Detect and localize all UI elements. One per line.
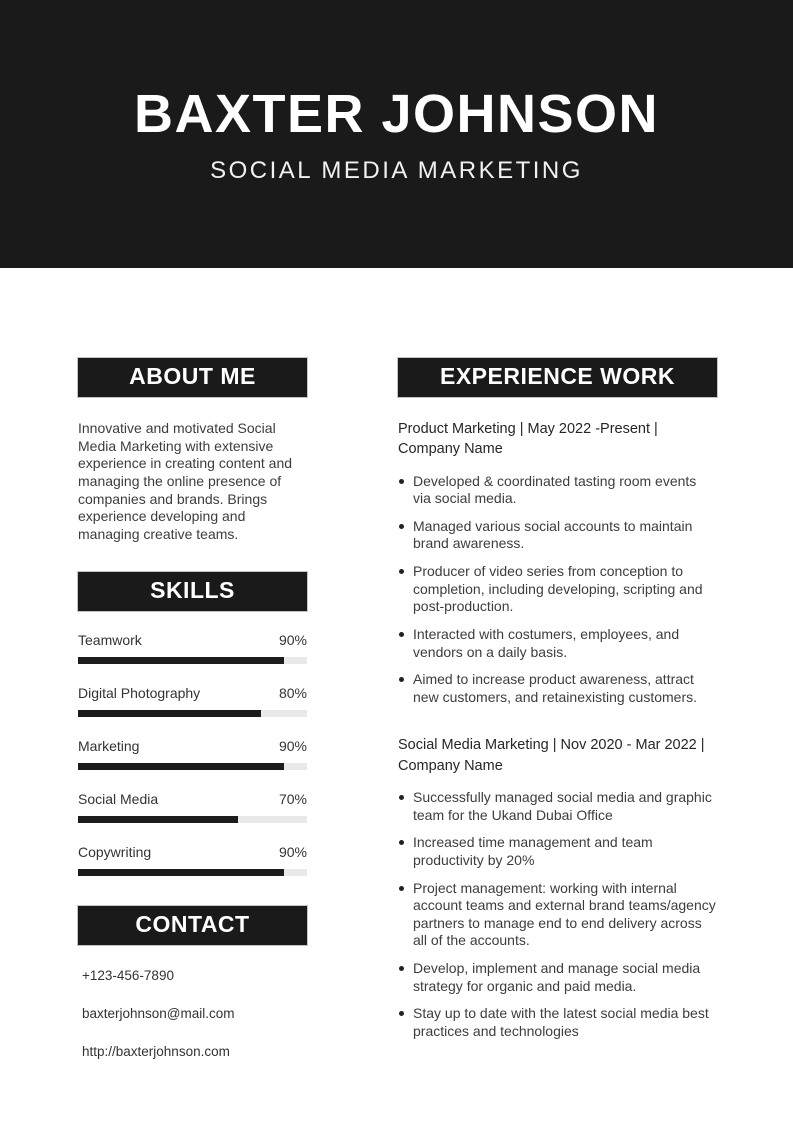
skill-row — [78, 791, 307, 823]
job-entry — [398, 735, 717, 1040]
job-bullet: Successfully managed social media and graphic team for the Ukand Dubai Office — [398, 789, 717, 824]
skill-bar-track — [78, 869, 307, 876]
contact-website: http://baxterjohnson.com — [82, 1044, 230, 1060]
skills-title: SKILLS — [78, 572, 307, 611]
job-heading: Product Marketing | May 2022 -Present | Company Name — [398, 421, 658, 458]
contact-email: baxterjohnson@mail.com — [82, 1006, 235, 1022]
skill-bar-fill — [78, 763, 284, 770]
job-bullet: Develop, implement and manage social media strategy for organic and paid media. — [398, 960, 717, 995]
job-bullet: Stay up to date with the latest social media best practices and technologies — [398, 1005, 717, 1040]
job-bullet: Increased time management and team productivity by 20% — [398, 834, 717, 869]
hero-banner — [0, 0, 793, 268]
skill-percent: 90% — [278, 738, 307, 755]
skill-row — [78, 844, 307, 876]
job-bullet-list — [398, 789, 717, 1041]
contact-section — [78, 906, 307, 1059]
skill-percent: 70% — [278, 791, 307, 808]
skill-label: Digital Photography — [78, 685, 201, 702]
person-role: SOCIAL MEDIA MARKETING — [210, 157, 583, 184]
skill-percent: 90% — [278, 844, 307, 861]
about-title: ABOUT ME — [78, 358, 307, 397]
job-entry — [398, 419, 717, 706]
right-column — [398, 358, 717, 1059]
skill-bar-fill — [78, 710, 261, 717]
experience-title: EXPERIENCE WORK — [398, 358, 717, 397]
skill-bar-track — [78, 710, 307, 717]
skill-row — [78, 632, 307, 664]
about-section — [78, 358, 307, 543]
job-bullet: Managed various social accounts to maintain brand awareness. — [398, 518, 717, 553]
skill-bar-fill — [78, 816, 238, 823]
skill-bar-track — [78, 657, 307, 664]
skill-percent: 90% — [278, 632, 307, 649]
experience-section — [398, 358, 717, 1041]
skill-percent: 80% — [278, 685, 307, 702]
skill-label: Copywriting — [78, 844, 152, 861]
job-bullet: Interacted with costumers, employees, and vendors on a daily basis. — [398, 626, 717, 661]
job-bullet: Project management: working with internal account teams and external brand teams/agency partners to manage end to end delivery across all of the accounts. — [398, 880, 717, 951]
person-name: BAXTER JOHNSON — [133, 84, 660, 144]
skill-label: Social Media — [78, 791, 159, 808]
left-column — [78, 358, 307, 1059]
skill-label: Marketing — [78, 738, 140, 755]
skill-bar-track — [78, 816, 307, 823]
job-bullet: Producer of video series from conception to completion, including developing, scripting and post-production. — [398, 563, 717, 616]
job-bullet: Aimed to increase product awareness, attract new customers, and retainexisting customers. — [398, 671, 717, 706]
content-area — [0, 268, 793, 1059]
skill-label: Teamwork — [78, 632, 142, 649]
contact-phone: +123-456-7890 — [82, 968, 174, 984]
skill-bar-fill — [78, 657, 284, 664]
about-text: Innovative and motivated Social Media Marketing with extensive experience in creating content and managing the online presence of companies and brands. Brings experience developing and managing creative teams. — [78, 420, 293, 542]
contact-title: CONTACT — [78, 906, 307, 945]
skill-row — [78, 685, 307, 717]
skill-bar-fill — [78, 869, 284, 876]
job-heading: Social Media Marketing | Nov 2020 - Mar 2022 | Company Name — [398, 737, 705, 774]
skills-section — [78, 572, 307, 876]
job-bullet-list — [398, 473, 717, 707]
skill-bar-track — [78, 763, 307, 770]
job-bullet: Developed & coordinated tasting room events via social media. — [398, 473, 717, 508]
skill-row — [78, 738, 307, 770]
